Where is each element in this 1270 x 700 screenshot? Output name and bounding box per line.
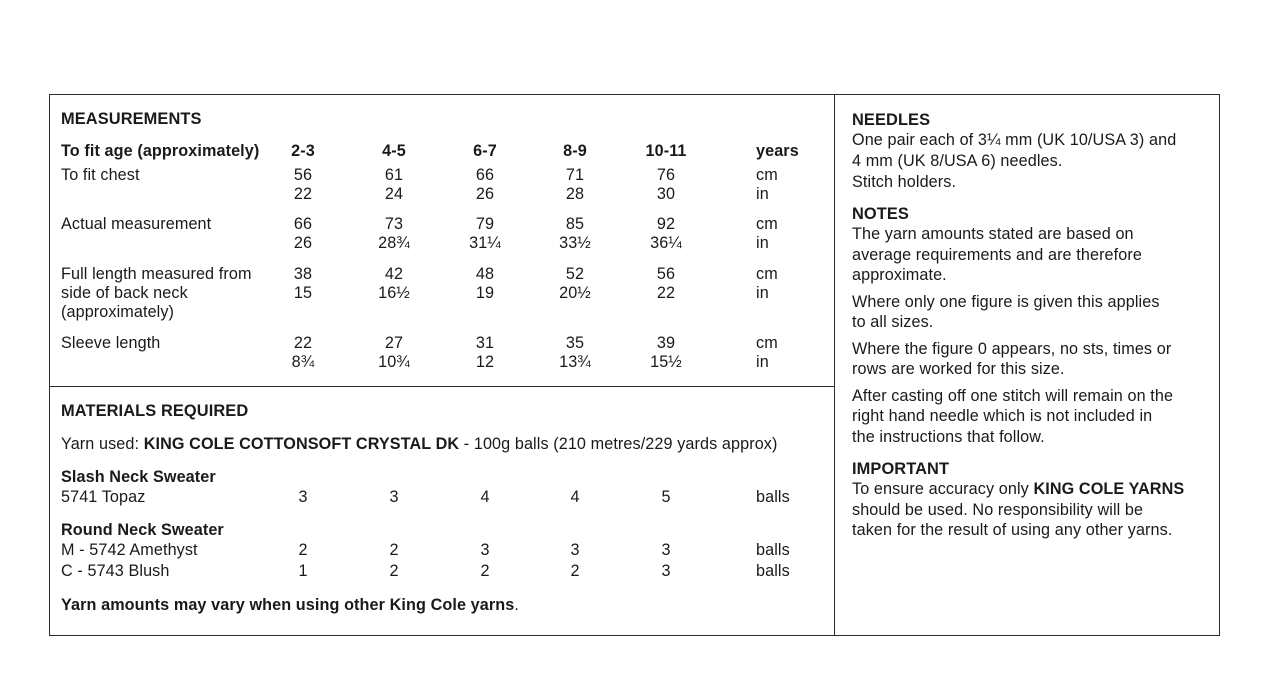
size-header: 10-11: [645, 142, 687, 160]
sleeve-in-value: 10¾: [378, 353, 410, 371]
yarn-balls-value: 2: [298, 541, 308, 559]
important-line: [852, 479, 1184, 499]
length-in-value: 22: [656, 284, 676, 302]
materials-heading: MATERIALS REQUIRED: [61, 402, 249, 420]
length-label-line: Full length measured from: [61, 265, 252, 283]
important-line-text: To ensure accuracy only: [852, 480, 1034, 498]
yarn-name: KING COLE COTTONSOFT CRYSTAL DK: [143, 435, 460, 453]
yarn-footnote-end: .: [514, 596, 519, 614]
yarn-balls-value: 3: [570, 541, 580, 559]
size-header: 2-3: [291, 142, 315, 160]
chest-in-value: 22: [293, 185, 313, 203]
actual-in-value: 26: [293, 234, 313, 252]
notes-heading: NOTES: [852, 205, 909, 223]
length-in-value: 15: [293, 284, 313, 302]
actual-label: Actual measurement: [61, 215, 212, 233]
needles-heading: NEEDLES: [852, 111, 931, 129]
length-in-value: 20½: [559, 284, 591, 302]
yarn-footnote: [61, 595, 519, 615]
yarn-balls-value: 2: [480, 562, 490, 580]
sleeve-cm-value: 31: [475, 334, 495, 352]
king-cole-yarns-brand: KING COLE YARNS: [1033, 480, 1185, 498]
yarn-balls-value: 3: [480, 541, 490, 559]
slash-neck-title: Slash Neck Sweater: [61, 468, 216, 486]
important-line: should be used. No responsibility will be: [852, 501, 1144, 519]
actual-in-value: 28¾: [378, 234, 410, 252]
yarn-used-prefix: Yarn used:: [61, 435, 144, 453]
length-cm-value: 38: [293, 265, 313, 283]
yarn-balls-value: 2: [570, 562, 580, 580]
yarn-balls-value: 1: [298, 562, 308, 580]
notes-line: rows are worked for this size.: [852, 360, 1065, 378]
notes-line: the instructions that follow.: [852, 428, 1045, 446]
length-label-line: side of back neck: [61, 284, 188, 302]
chest-in-value: 28: [565, 185, 585, 203]
notes-line: right hand needle which is not included in: [852, 407, 1153, 425]
notes-line: Where only one figure is given this applies: [852, 293, 1160, 311]
sleeve-in-value: 8¾: [291, 353, 315, 371]
actual-cm-value: 79: [475, 215, 495, 233]
unit-cm: cm: [756, 265, 778, 283]
unit-in: in: [756, 353, 769, 371]
notes-line: average requirements and are therefore: [852, 246, 1142, 264]
actual-in-value: 36¼: [650, 234, 682, 252]
yarn-used-suffix: - 100g balls (210 metres/229 yards approx): [459, 435, 778, 453]
sleeve-cm-value: 39: [656, 334, 676, 352]
chest-cm-value: 66: [475, 166, 495, 184]
chest-in-value: 30: [656, 185, 676, 203]
length-label-line: (approximately): [61, 303, 175, 321]
sleeve-label: Sleeve length: [61, 334, 161, 352]
important-line: taken for the result of using any other yarns.: [852, 521, 1173, 539]
yarn-balls-value: 3: [389, 488, 399, 506]
yarn-balls-value: 3: [661, 541, 671, 559]
size-header: 4-5: [382, 142, 406, 160]
length-cm-value: 56: [656, 265, 676, 283]
section-divider: [49, 386, 835, 387]
yarn-balls-value: 2: [389, 541, 399, 559]
yarn-balls-value: 3: [661, 562, 671, 580]
yarn-unit: balls: [756, 488, 790, 506]
unit-in: in: [756, 185, 769, 203]
sleeve-in-value: 15½: [650, 353, 682, 371]
chest-cm-value: 76: [656, 166, 676, 184]
length-cm-value: 42: [384, 265, 404, 283]
length-in-value: 16½: [378, 284, 410, 302]
length-in-value: 19: [475, 284, 495, 302]
sleeve-cm-value: 27: [384, 334, 404, 352]
notes-line: After casting off one stitch will remain on the: [852, 387, 1174, 405]
chest-in-value: 26: [475, 185, 495, 203]
size-header: 8-9: [563, 142, 587, 160]
age-row-label: To fit age (approximately): [61, 142, 260, 160]
chest-cm-value: 56: [293, 166, 313, 184]
yarn-footnote-text: Yarn amounts may vary when using other King Cole yarns: [61, 596, 515, 614]
size-header: 6-7: [473, 142, 497, 160]
chest-cm-value: 61: [384, 166, 404, 184]
yarn-unit: balls: [756, 541, 790, 559]
sleeve-in-value: 13¾: [559, 353, 591, 371]
unit-cm: cm: [756, 334, 778, 352]
yarn-row-label: C - 5743 Blush: [61, 562, 170, 580]
actual-cm-value: 85: [565, 215, 585, 233]
yarn-balls-value: 5: [661, 488, 671, 506]
yarn-balls-value: 4: [480, 488, 490, 506]
age-unit: years: [756, 142, 799, 160]
sleeve-cm-value: 35: [565, 334, 585, 352]
unit-in: in: [756, 284, 769, 302]
chest-cm-value: 71: [565, 166, 585, 184]
length-cm-value: 52: [565, 265, 585, 283]
unit-in: in: [756, 234, 769, 252]
yarn-row-label: 5741 Topaz: [61, 488, 146, 506]
yarn-balls-value: 2: [389, 562, 399, 580]
needles-line: Stitch holders.: [852, 173, 957, 191]
notes-line: Where the figure 0 appears, no sts, times or: [852, 340, 1172, 358]
actual-cm-value: 92: [656, 215, 676, 233]
needles-line: 4 mm (UK 8/USA 6) needles.: [852, 152, 1063, 170]
actual-cm-value: 66: [293, 215, 313, 233]
notes-line: to all sizes.: [852, 313, 934, 331]
chest-label: To fit chest: [61, 166, 140, 184]
yarn-balls-value: 4: [570, 488, 580, 506]
notes-line: The yarn amounts stated are based on: [852, 225, 1134, 243]
unit-cm: cm: [756, 215, 778, 233]
actual-cm-value: 73: [384, 215, 404, 233]
needles-line: One pair each of 3¼ mm (UK 10/USA 3) and: [852, 131, 1177, 149]
chest-in-value: 24: [384, 185, 404, 203]
round-neck-title: Round Neck Sweater: [61, 521, 224, 539]
yarn-row-label: M - 5742 Amethyst: [61, 541, 198, 559]
sleeve-in-value: 12: [475, 353, 495, 371]
notes-line: approximate.: [852, 266, 947, 284]
yarn-balls-value: 3: [298, 488, 308, 506]
unit-cm: cm: [756, 166, 778, 184]
length-cm-value: 48: [475, 265, 495, 283]
actual-in-value: 33½: [559, 234, 591, 252]
yarn-unit: balls: [756, 562, 790, 580]
important-heading: IMPORTANT: [852, 460, 950, 478]
yarn-used-line: [61, 434, 777, 454]
actual-in-value: 31¼: [469, 234, 501, 252]
column-divider: [834, 94, 835, 636]
measurements-heading: MEASUREMENTS: [61, 110, 202, 128]
sleeve-cm-value: 22: [293, 334, 313, 352]
